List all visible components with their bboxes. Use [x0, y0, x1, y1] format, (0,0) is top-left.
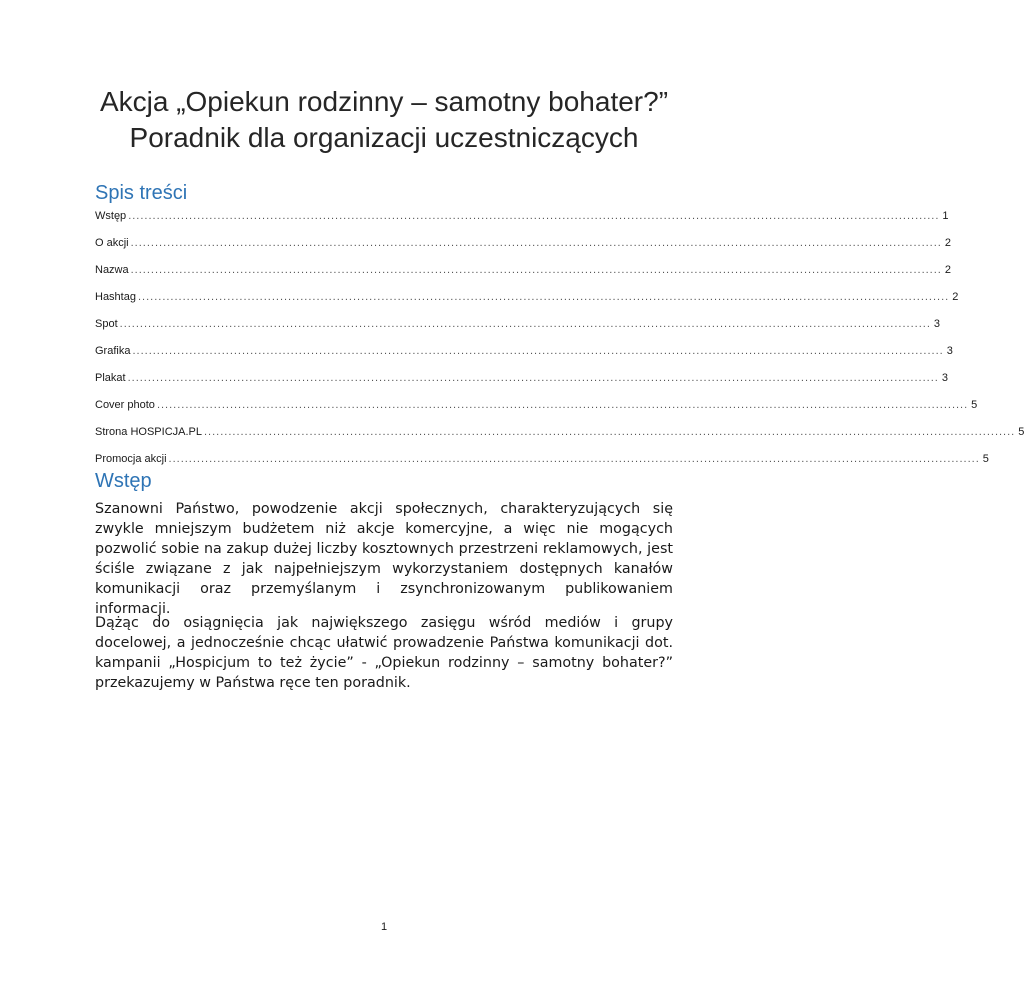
toc-entry-title: Strona HOSPICJA.PL — [95, 426, 202, 438]
toc-entry-page: 5 — [1018, 426, 1024, 438]
toc-entry-page: 2 — [944, 237, 951, 249]
document-title — [60, 84, 708, 156]
toc-entry-page: 3 — [941, 372, 948, 384]
toc-leader-dots: ........................................................................................................................................................................................................ — [130, 237, 942, 249]
toc-entry-page: 2 — [944, 264, 951, 276]
toc-entry-hashtag[interactable] — [95, 290, 959, 317]
toc-entry-title: Cover photo — [95, 399, 155, 411]
toc-leader-dots: ........................................................................................................................................................................................................ — [137, 291, 950, 303]
toc-entry-page: 3 — [933, 318, 940, 330]
toc-entry-page: 5 — [982, 453, 989, 465]
toc-entry-title: Nazwa — [95, 264, 129, 276]
toc-leader-dots: ........................................................................................................................................................................................................ — [119, 318, 931, 330]
toc-entry-title: Plakat — [95, 372, 126, 384]
toc-entry-title: Promocja akcji — [95, 453, 167, 465]
toc-entry-wstep[interactable] — [95, 209, 949, 236]
title-line-1: Akcja „Opiekun rodzinny – samotny bohater?” — [99, 86, 669, 117]
section-heading-wstep: Wstęp — [95, 470, 152, 492]
toc-entry-page: 3 — [946, 345, 953, 357]
toc-entry-title: O akcji — [95, 237, 129, 249]
toc-leader-dots: ........................................................................................................................................................................................................ — [204, 426, 1016, 438]
page-number: 1 — [380, 921, 388, 933]
toc-entry-o-akcji[interactable] — [95, 236, 951, 263]
toc-entry-nazwa[interactable] — [95, 263, 951, 290]
toc-entry-grafika[interactable] — [95, 344, 953, 371]
toc-leader-dots: ........................................................................................................................................................................................................ — [130, 264, 942, 276]
toc-entry-strona-hospicja[interactable] — [95, 425, 1024, 452]
toc-leader-dots: ........................................................................................................................................................................................................ — [132, 345, 944, 357]
toc-leader-dots: ........................................................................................................................................................................................................ — [128, 210, 940, 222]
toc-entry-title: Grafika — [95, 345, 131, 357]
toc-entry-page: 2 — [952, 291, 959, 303]
toc-entry-cover-photo[interactable] — [95, 398, 978, 425]
toc-leader-dots: ........................................................................................................................................................................................................ — [168, 453, 980, 465]
toc-leader-dots: ........................................................................................................................................................................................................ — [127, 372, 939, 384]
intro-paragraph-1: Szanowni Państwo, powodzenie akcji społecznych, charakteryzujących się zwykle mniejszym budżetem niż akcje komercyjne, a więc nie mogących pozwolić sobie na zakup dużej liczby kosztownych przestrzeni reklamowych, jest ściśle związane z jak najpełniejszym wykorzystaniem dostępnych kanałów komunikacji oraz przemyślanym i zsynchronizowanym publikowaniem informacji. — [95, 501, 673, 617]
toc-entry-title: Hashtag — [95, 291, 136, 303]
toc-entry-page: 1 — [942, 210, 949, 222]
toc-heading: Spis treści — [95, 182, 188, 204]
table-of-contents — [95, 209, 1024, 479]
title-line-2: Poradnik dla organizacji uczestniczących — [129, 122, 639, 153]
toc-entry-page: 5 — [971, 399, 978, 411]
toc-entry-title: Spot — [95, 318, 118, 330]
toc-entry-plakat[interactable] — [95, 371, 948, 398]
toc-entry-title: Wstęp — [95, 210, 127, 222]
toc-entry-spot[interactable] — [95, 317, 940, 344]
toc-entry-promocja-akcji[interactable] — [95, 452, 989, 479]
intro-paragraph-2: Dążąc do osiągnięcia jak największego zasięgu wśród mediów i grupy docelowej, a jednocześnie chcąc ułatwić prowadzenie Państwa komunikacji dot. kampanii „Hospicjum to też życie” - „Opiekun rodzinny – samotny bohater?” przekazujemy w Państwa ręce ten poradnik. — [95, 615, 673, 691]
toc-leader-dots: ........................................................................................................................................................................................................ — [156, 399, 969, 411]
